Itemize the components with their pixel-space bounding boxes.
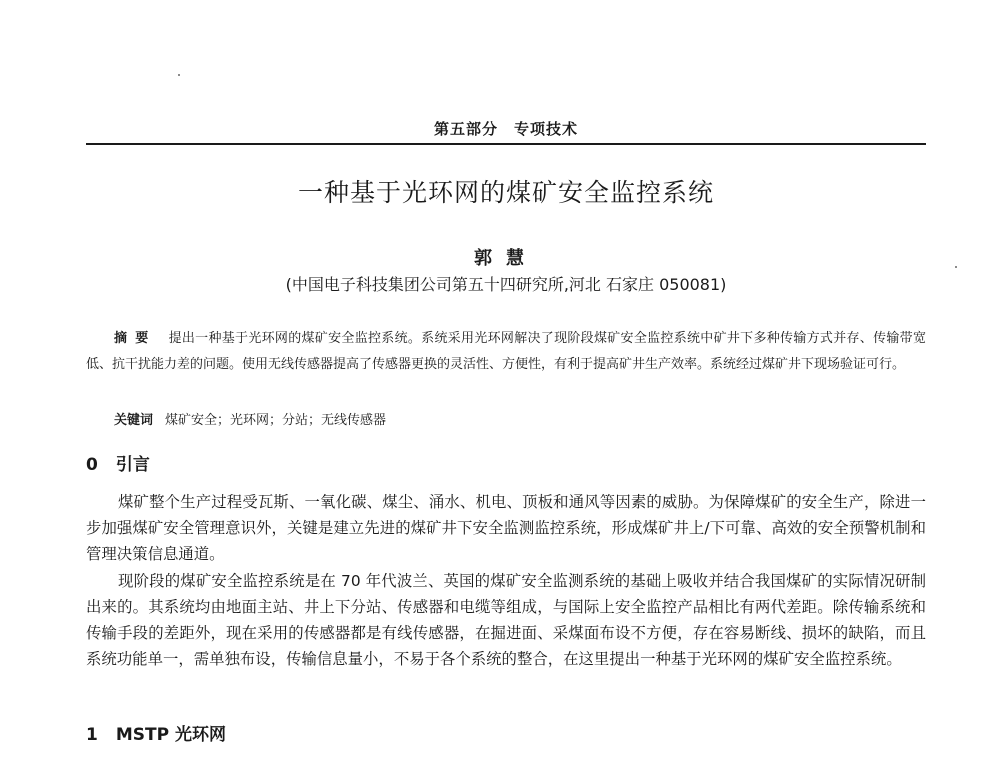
body-paragraph: 煤矿整个生产过程受瓦斯、一氧化碳、煤尘、涌水、机电、顶板和通风等因素的威胁。为保障煤矿的安全生产，除进一步加强煤矿安全管理意识外，关键是建立先进的煤矿井下安全监测监控系统，形成煤矿井上/下可靠、高效的安全预警机制和管理决策信息通道。 (86, 493, 926, 563)
paper-title: 一种基于光环网的煤矿安全监控系统 (297, 178, 714, 207)
author-name: 郭慧 (474, 248, 538, 269)
abstract-label: 摘要 (114, 331, 157, 346)
abstract-text: 提出一种基于光环网的煤矿安全监控系统。系统采用光环网解决了现阶段煤矿安全监控系统中矿井下多种传输方式并存、传输带宽低、抗干扰能力差的问题。使用无线传感器提高了传感器更换的灵活性、方便性，有利于提高矿井生产效率。系统经过煤矿井下现场验证可行。 (86, 331, 926, 372)
keywords (114, 410, 914, 432)
section-title: MSTP 光环网 (115, 725, 226, 745)
section-number: 0 (86, 455, 98, 475)
abstract (86, 326, 926, 378)
keywords-text: 煤矿安全；光环网；分站；无线传感器 (165, 413, 387, 428)
section-heading-mstp (86, 720, 226, 745)
header-rule (86, 143, 926, 145)
section-heading-introduction (86, 450, 150, 475)
scan-speck (178, 74, 180, 76)
scan-speck (955, 266, 957, 268)
running-header: 第五部分 专项技术 (433, 120, 578, 138)
body-paragraph: 现阶段的煤矿安全监控系统是在 70 年代波兰、英国的煤矿安全监测系统的基础上吸收并结合我国煤矿的实际情况研制出来的。其系统均由地面主站、井上下分站、传感器和电缆等组成，与国际上安全监控产品相比有两代差距。除传输系统和传输手段的差距外，现在采用的传感器都是有线传感器，在掘进面、采煤面布设不方便，存在容易断线、损坏的缺陷，而且系统功能单一，需单独布设，传输信息量小，不易于各个系统的整合，在这里提出一种基于光环网的煤矿安全监控系统。 (86, 572, 926, 668)
section-number: 1 (86, 725, 98, 745)
author-affiliation: (中国电子科技集团公司第五十四研究所,河北 石家庄 050081) (285, 275, 727, 294)
keywords-label: 关键词 (114, 413, 154, 428)
section-title: 引言 (115, 455, 150, 475)
